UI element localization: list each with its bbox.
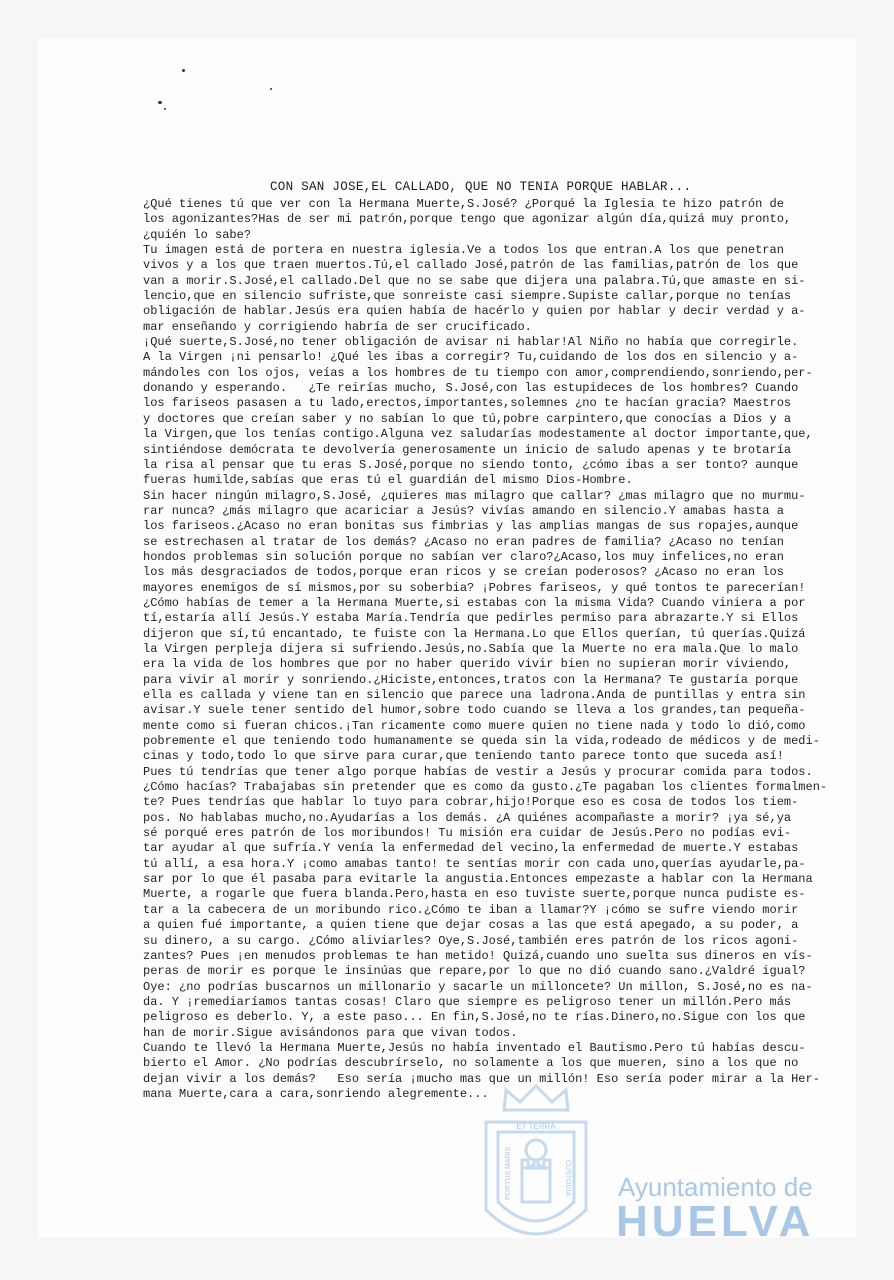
text-line: ella es callada y viene tan en silencio que parece una ladrona.Anda de puntillas y entra sin: [143, 688, 806, 702]
text-line: ¿Qué tienes tú que ver con la Hermana Muerte,S.José? ¿Porqué la Iglesia te hizo patrón de: [143, 197, 784, 211]
text-line: pos. No hablabas mucho,no.Ayudarías a los demás. ¿A quiénes acompañaste a morir? ¡ya sé,ya: [143, 810, 792, 825]
text-line: Cuando te llevó la Hermana Muerte,Jesús no había inventado el Bautismo.Pero tú habías descu-: [143, 1040, 806, 1055]
ink-speck: [182, 69, 185, 72]
watermark-city-council: Ayuntamiento de: [618, 1172, 813, 1202]
text-line: A la Virgen ¡ni pensarlo! ¿Qué les ibas a corregir? Tu,cuidando de los dos en silencio y a-: [143, 350, 799, 365]
text-line: peligroso es deberlo. Y, a este paso... En fin,S.José,no te rías.Dinero,no.Sigue con los que: [143, 1010, 806, 1025]
text-line: tar a la cabecera de un moribundo rico.¿Cómo te iban a llamar?Y ¡cómo se sufre viendo morir: [143, 902, 799, 917]
ink-speck: [164, 108, 166, 110]
text-line: tú allí, a esa hora.Y ¡como amabas tanto! te sentías morir con cada uno,querías ayudarle,pa-: [143, 856, 806, 871]
text-line: zantes? Pues ¡en menudos problemas te han metido! Quizá,cuando uno suelta sus dineros en vís-: [143, 948, 813, 963]
text-line: ¿Cómo habías de temer a la Hermana Muerte,si estabas con la misma Vida? Cuando viniera a por: [143, 595, 806, 610]
text-line: da. Y ¡remediaríamos tantas cosas! Claro que siempre es peligroso tener un millón.Pero más: [143, 994, 792, 1009]
text-line: mente como si fueran chicos.¡Tan ricamente como muere quien no tiene nada y todo lo dió,como: [143, 718, 806, 733]
text-line: mayores enemigos de sí mismos,por su soberbia? ¡Pobres fariseos, y qué tontos te parecerían!: [143, 580, 806, 595]
text-line: a quien fué importante, a quien tiene que dejar cosas a las que está apegado, a su poder, a: [143, 918, 799, 933]
text-line: se estrechasen al tratar de los demás? ¿Acaso no eran padres de familia? ¿Acaso no tenían: [143, 534, 784, 549]
text-line: pobremente el que teniendo todo humanamente se queda sin la vida,rodeado de médicos y de medi-: [143, 734, 820, 749]
text-line: Tu imagen está de portera en nuestra iglesia.Ve a todos los que entran.A los que penetran: [143, 243, 784, 258]
text-line: avisar.Y suele tener sentido del humor,sobre todo cuando se lleva a los grandes,tan pequeña-: [143, 703, 806, 718]
text-line: sar por lo que él pasaba para evitarle la angustia.Entonces empezaste a hablar con la Hermana: [143, 872, 813, 887]
text-line: Oye: ¿no podrías buscarnos un millonario y sacarle un milloncete? Un millon, S.José,no es na-: [143, 979, 813, 994]
text-line: era la vida de los hombres que por no haber querido vivir bien no supieran morir viviendo,: [143, 657, 792, 672]
text-line: obligación de hablar.Jesús era quien había de hacérlo y quien por hablar y decir verdad y a-: [143, 304, 806, 319]
text-line: lencio,que en silencio sufriste,que sonreiste casi siempre.Supiste callar,porque no tenías: [143, 289, 792, 304]
text-line: sé porqué eres patrón de los moribundos! Tu misión era cuidar de Jesús.Pero no podías evi-: [143, 826, 792, 841]
text-line: Pues tú tendrías que tener algo porque habías de vestir a Jesús y procurar comida para todos.: [143, 764, 813, 779]
text-line: para vivir al morir y sonriendo.¿Hiciste,entonces,tratos con la Hermana? Te gustaría porque: [143, 672, 799, 687]
text-line: donando y esperando. ¿Te reirías mucho, S.José,con las estupideces de los hombres? Cuando: [143, 381, 799, 396]
text-line: te? Pues tendrías que hablar lo tuyo para cobrar,hijo!Porque eso es cosa de todos los tiem-: [143, 795, 799, 810]
text-line: los fariseos.¿Acaso no eran bonitas sus fimbrias y las amplias mangas de sus ropajes,aunque: [143, 519, 799, 534]
document-body: [143, 197, 828, 1102]
text-line: los fariseos pasasen a tu lado,erectos,importantes,solemnes ¿no te hacían gracia? Maestros: [143, 396, 792, 411]
text-line: dejan vivir a los demás? Eso sería ¡mucho mas que un millón! Eso sería poder mirar a la Her-: [143, 1071, 820, 1086]
paragraph: [143, 488, 828, 1041]
text-line: Muerte, a rogarle que fuera blanda.Pero,hasta en eso tuviste suerte,porque nunca pudiste es-: [143, 887, 806, 902]
text-line: cinas y todo,todo lo que sirve para curar,que teniendo tanto parece tonto que suceda así!: [143, 749, 784, 764]
text-line: sintiéndose demócrata te devolvería generosamente un inicio de saludo apenas y te brotaría: [143, 442, 792, 457]
text-line: han de morir.Sigue avisándonos para que vivan todos.: [143, 1025, 518, 1040]
text-line: los más desgraciados de todos,porque eran ricos y se creían poderosos? ¿Acaso no eran los: [143, 565, 784, 580]
text-line: los agonizantes?Has de ser mi patrón,porque tengo que agonizar algún día,quizá muy pronto,: [143, 212, 792, 227]
ink-speck: [270, 88, 272, 90]
watermark-left-motto: PORTUS MARIS: [505, 1146, 512, 1200]
text-line: fueras humilde,sabías que eras tú el guardián del mismo Dios-Hombre.: [143, 473, 633, 488]
text-line: tar ayudar al que sufría.Y venía la enfermedad del vecino,la enfermedad de muerte.Y estabas: [143, 841, 799, 856]
paragraph: [143, 335, 823, 488]
text-line: hondos problemas sin solución porque no sabían ver claro?¿Acaso,los muy infelices,no eran: [143, 549, 784, 564]
text-line: mándoles con los ojos, veías a los hombres de tu tiempo con amor,comprendiendo,sonriendo,per-: [143, 365, 813, 380]
watermark-city-name: HUELVA: [616, 1197, 815, 1246]
text-line: su dinero, a su cargo. ¿Cómo aliviarles? Oye,S.José,también eres patrón de los ricos agoni-: [143, 933, 799, 948]
text-line: la risa al pensar que tu eras S.José,porque no siendo tonto, ¿cómo ibas a ser tonto? aunque: [143, 457, 799, 472]
watermark-right-motto: CUSTODIA: [564, 1160, 571, 1197]
paragraph: [143, 197, 823, 243]
text-line: la Virgen perpleja dijera si sufriendo.Jesús,no.Sabía que la Muerte no era mala.Que lo malo: [143, 641, 799, 656]
text-line: van a morir.S.José,el callado.Del que no se sabe que dijera una palabra.Tú,que amaste en si-: [143, 273, 806, 288]
text-line: mana Muerte,cara a cara,sonriendo alegremente...: [143, 1086, 489, 1101]
text-line: vivos y a los que traen muertos.Tú,el callado José,patrón de las familias,patrón de los que: [143, 258, 799, 273]
text-line: Sin hacer ningún milagro,S.José, ¿quieres mas milagro que callar? ¿mas milagro que no murmu-: [143, 488, 806, 503]
document-title: CON SAN JOSE,EL CALLADO, QUE NO TENIA PORQUE HABLAR...: [270, 180, 692, 194]
text-line: bierto el Amor. ¿No podrías descubrírselo, no solamente a los que mueren, sino a los que no: [143, 1056, 799, 1071]
text-line: la Virgen,que los tenías contigo.Alguna vez saludarías modestamente al doctor importante,que,: [143, 427, 813, 442]
text-line: ¡Qué suerte,S.José,no tener obligación de avisar ni hablar!Al Niño no había que corregirle.: [143, 335, 799, 350]
ink-speck: [158, 101, 162, 104]
paragraph: [143, 243, 823, 335]
text-line: mar enseñando y corrigiendo habría de ser crucificado.: [143, 319, 532, 334]
watermark-ribbon: ET TERRA: [516, 1122, 556, 1131]
text-line: ¿quién lo sabe?: [143, 227, 252, 242]
text-line: peras de morir es porque le insinúas que repare,por lo que no dió cuando sano.¿Valdré igual?: [143, 964, 806, 979]
text-line: rar nunca? ¿más milagro que acariciar a Jesús? vivías amando en silencio.Y amabas hasta a: [143, 503, 784, 518]
text-line: tí,estaría allí Jesús.Y estaba María.Tendría que pedirles permiso para abrazarte.Y si Ellos: [143, 611, 799, 626]
text-line: dijeron que sí,tú encantado, te fuiste con la Hermana.Lo que Ellos querían, tú querías.Quizá: [143, 626, 806, 641]
text-line: ¿Cómo hacías? Trabajabas sin pretender que es como da gusto.¿Te pagaban los clientes formalmen-: [143, 780, 828, 795]
text-line: y doctores que creían saber y no sabían lo que tú,pobre carpintero,que conocías a Dios y a: [143, 411, 792, 426]
